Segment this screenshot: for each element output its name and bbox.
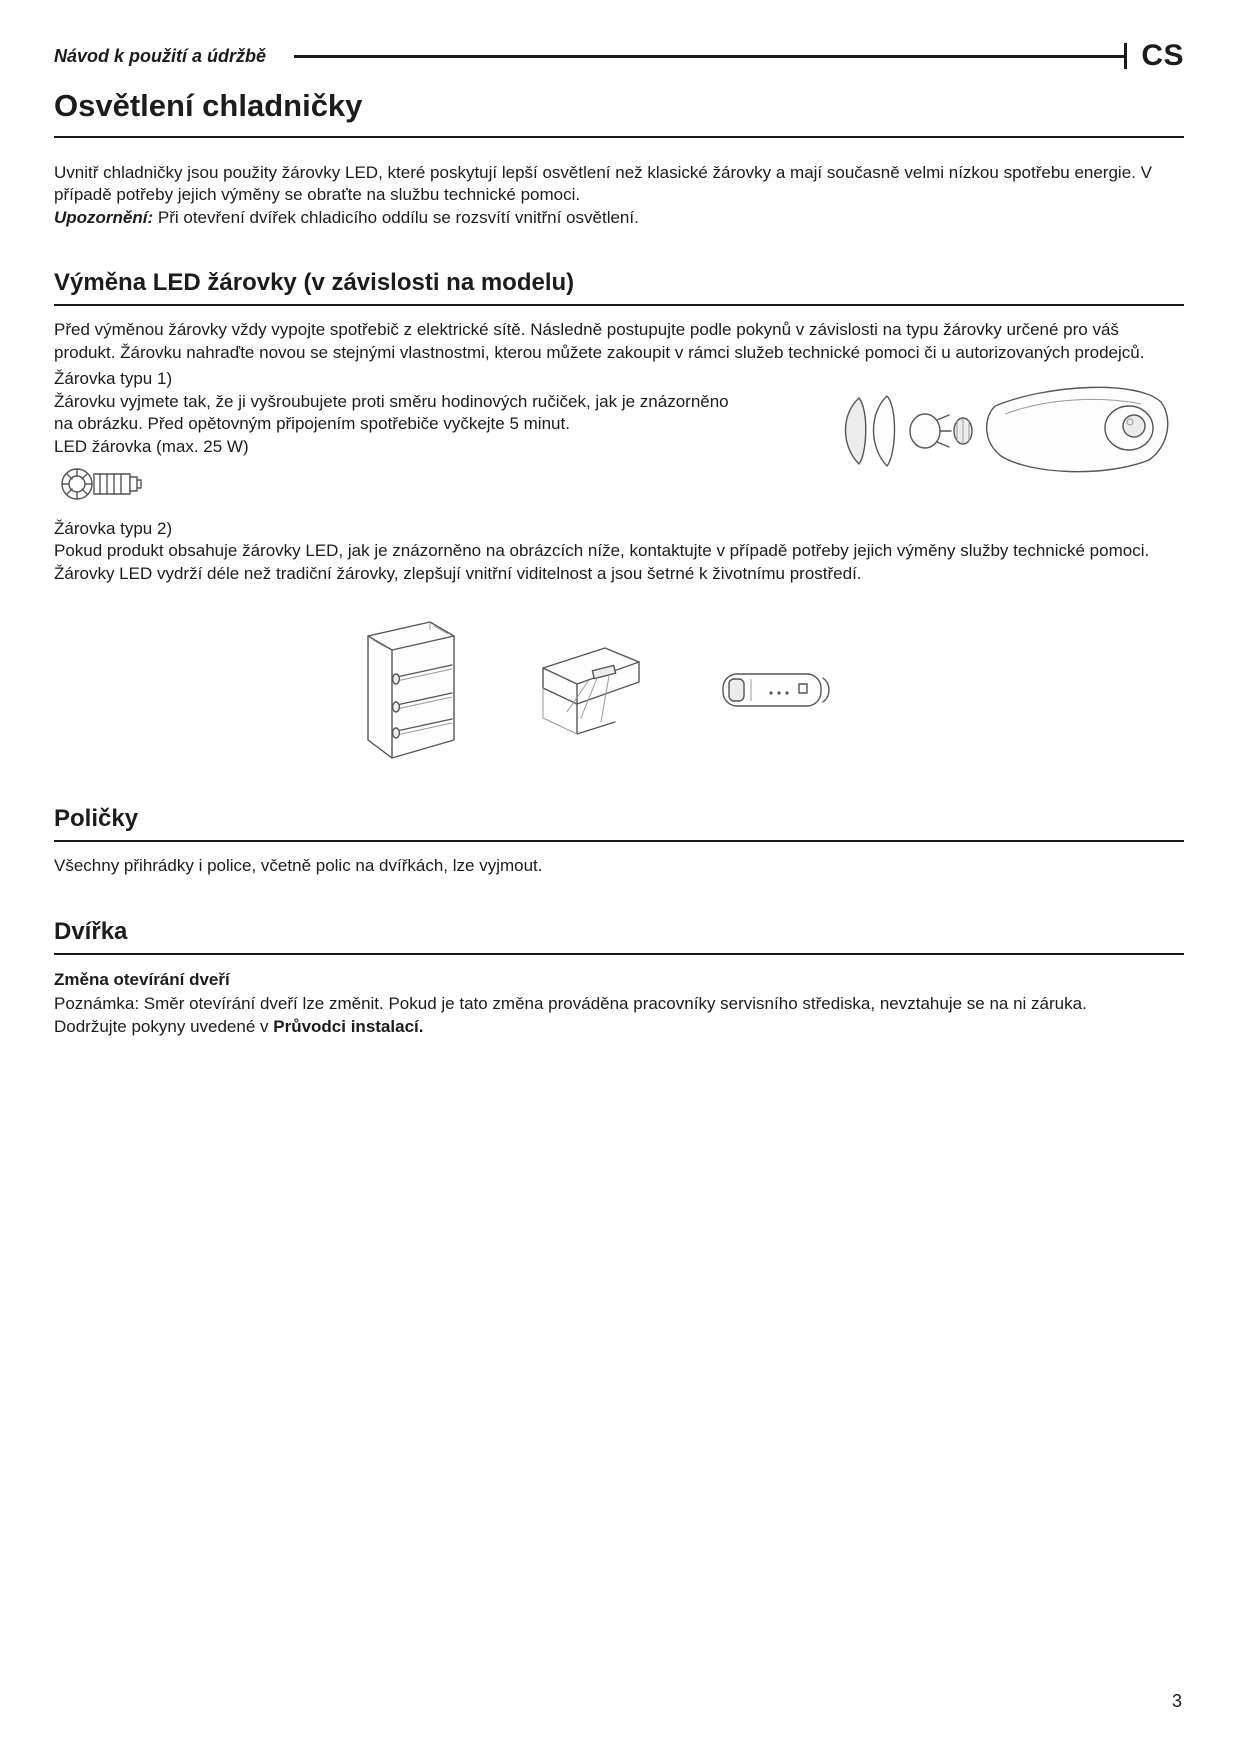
installation-guide-reference: Průvodci instalací. [273, 1016, 424, 1036]
led-strip-illustration [715, 664, 835, 716]
bulb-spec-text: LED žárovka (max. 25 W) [54, 436, 249, 456]
header-divider [1124, 43, 1127, 69]
lamp-assembly-illustration [833, 370, 1178, 488]
door-instruction-paragraph [54, 1016, 1184, 1038]
bulb-type2-label: Žárovka typu 2) [54, 518, 173, 538]
shelves-section-body [54, 855, 1184, 877]
intro-paragraph: Uvnitř chladničky jsou použity žárovky LED, které poskytují lepší osvětlení než klasické žárovky a mají současně velmi nízkou spotřebu energie. V případě potřeby jejich výměny se obraťte na službu technické pomoci. [54, 163, 1152, 205]
fridge-top-drawing [531, 638, 649, 742]
section-heading-led-replacement: Výměna LED žárovky (v závislosti na modelu) [54, 269, 1184, 306]
lamp-assembly-drawing [833, 370, 1178, 488]
fridge-top-illustration [531, 638, 649, 742]
warning-text: Při otevření dvířek chladicího oddílu se rozsvítí vnitřní osvětlení. [153, 207, 639, 227]
led-intro-paragraph: Před výměnou žárovky vždy vypojte spotřebič z elektrické sítě. Následně postupujte podle pokynů v závislosti na typu žárovky určené pro váš produkt. Žárovku nahraďte novou se stejnými vlastnostmi, kterou můžete zakoupit v rámci služeb technické pomoci či u autorizovaných prodejců. [54, 320, 1145, 362]
fridge-cabinet-illustration [340, 616, 465, 764]
led-bulb-illustration [56, 462, 186, 506]
page-title: Osvětlení chladničky [54, 88, 1184, 138]
warning-label: Upozornění: [54, 207, 154, 227]
led-bulb-drawing [56, 462, 186, 506]
header-rule [294, 55, 1124, 58]
doc-title: Návod k použití a údržbě [54, 45, 267, 66]
shelves-paragraph: Všechny přihrádky i police, včetně polic na dvířkách, lze vyjmout. [54, 856, 543, 876]
section-heading-shelves: Poličky [54, 805, 1184, 842]
led-section-body [54, 319, 1184, 765]
led-strip-drawing [715, 664, 835, 716]
led-position-illustrations [340, 615, 1184, 765]
fridge-cabinet-drawing [340, 616, 465, 764]
language-code: CS [1141, 39, 1184, 72]
bulb-type2-text: Pokud produkt obsahuje žárovky LED, jak je znázorněno na obrázcích níže, kontaktujte v případě potřeby jejich výměny služby technické pomoci. Žárovky LED vydrží déle než tradiční žárovky, zlepšují vnitřní viditelnost a jsou šetrné k životnímu prostředí. [54, 541, 1150, 583]
door-section-body [54, 969, 1184, 1038]
intro-block [54, 162, 1184, 229]
bulb-type1-label: Žárovka typu 1) [54, 369, 173, 389]
bulb-type1-text: Žárovku vyjmete tak, že ji vyšroubujete proti směru hodinových ručiček, jak je znázorněno na obrázku. Před opětovným připojením spotřebiče vyčkejte 5 minut. [54, 391, 729, 434]
door-sub-heading: Změna otevírání dveří [54, 969, 230, 989]
bulb-type2-block [54, 518, 1184, 585]
page-header [54, 34, 1184, 78]
bulb-type1-block [54, 368, 1184, 508]
page-number: 3 [1171, 1691, 1182, 1711]
door-note-paragraph: Poznámka: Směr otevírání dveří lze změnit. Pokud je tato změna prováděna pracovníky servisního střediska, nevztahuje se na ni záruka. [54, 994, 1087, 1014]
section-heading-door: Dvířka [54, 918, 1184, 955]
warning-paragraph [54, 207, 1184, 229]
door-instruction-prefix: Dodržujte pokyny uvedené v [54, 1016, 274, 1036]
